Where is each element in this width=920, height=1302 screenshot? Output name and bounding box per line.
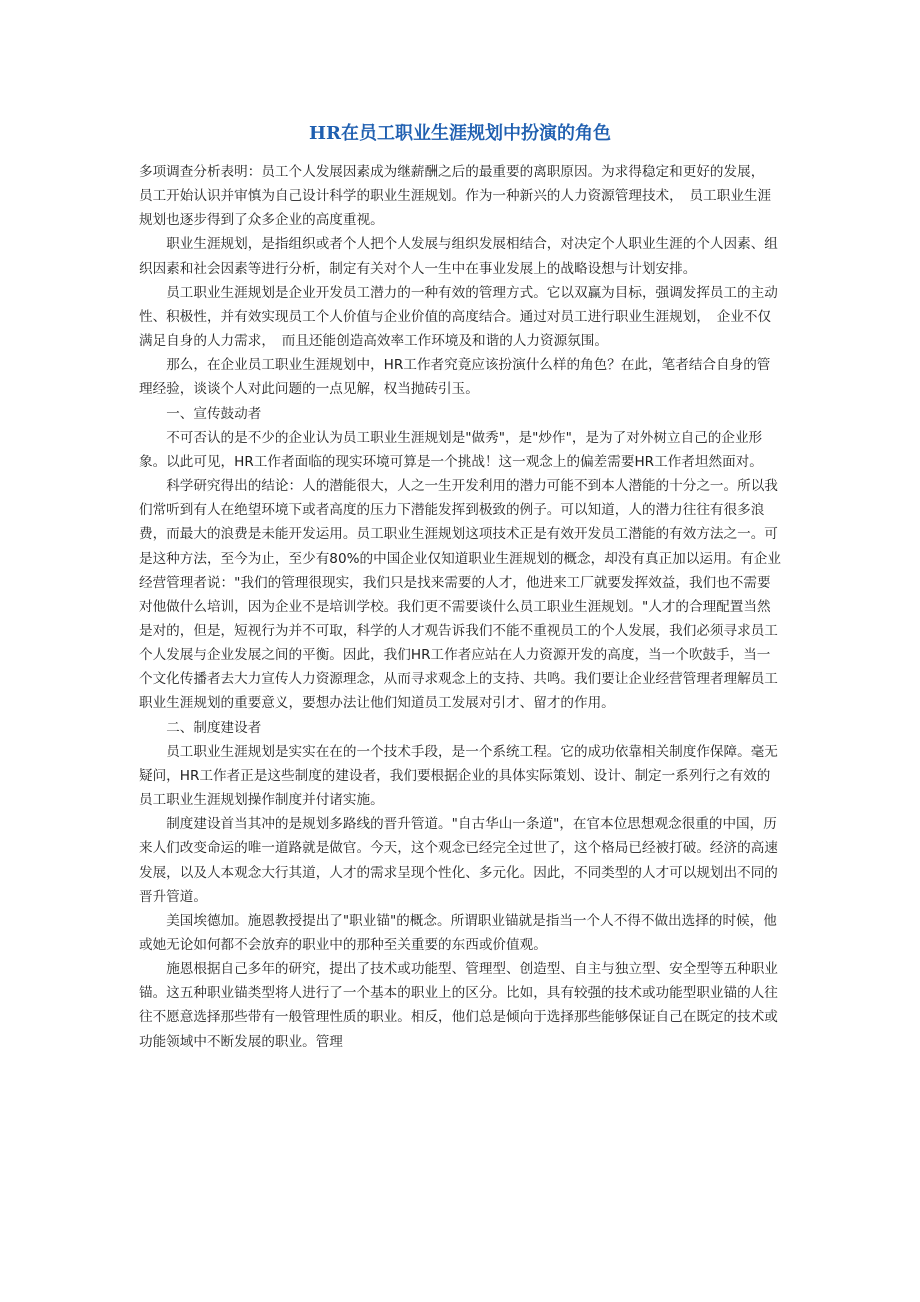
paragraph-potential-research: 科学研究得出的结论：人的潜能很大，人之一生开发利用的潜力可能不到本人潜能的十分之一。所以我们常听到有人在绝望环境下或者高度的压力下潜能发挥到极致的例子。可以知道，人的潜力往往有很多浪费，而最大的浪费是未能开发运用。员工职业生涯规划这项技术正是有效开发员工潜能的有效方法之一。可是这种方法，至今为止，至少有80%的中国企业仅知道职业生涯规划的概念，却没有真正加以运用。有企业经营管理者说："我们的管理很现实，我们只是找来需要的人才，他进来工厂就要发挥效益，我们也不需要对他做什么培训，因为企业不是培训学校。我们更不需要谈什么员工职业生涯规划。"人才的合理配置当然是对的，但是，短视行为并不可取，科学的人才观告诉我们不能不重视员工的个人发展，我们必须寻求员工个人发展与企业发展之间的平衡。因此，我们HR工作者应站在人力资源开发的高度，当一个吹鼓手，当一个文化传播者去大力宣传人力资源理念，从而寻求观念上的支持、共鸣。我们要让企业经营管理者理解员工职业生涯规划的重要意义，要想办法让他们知道员工发展对引才、留才的作用。 [139,478,781,712]
paragraph-promoter-challenge: 不可否认的是不少的企业认为员工职业生涯规划是"做秀"，是"炒作"，是为了对外树立自己的企业形象。以此可见，HR工作者面临的现实环境可算是一个挑战！这一观念上的偏差需要HR工作者坦然面对。 [139,429,763,470]
paragraph-intro: 多项调查分析表明：员工个人发展因素成为继薪酬之后的最重要的离职原因。为求得稳定和更好的发展， 员工开始认识并审慎为自己设计科学的职业生涯规划。作为一种新兴的人力资源管理技术， 员工职业生涯规划也逐步得到了众多企业的高度重视。 [139,164,772,229]
paragraph-five-anchors: 施恩根据自己多年的研究，提出了技术或功能型、管理型、创造型、自主与独立型、安全型等五种职业锚。这五种职业锚类型将人进行了一个基本的职业上的区分。比如，具有较强的技术或功能型职业锚的人往往不愿意选择那些带有一般管理性质的职业。相反，他们总是倾向于选择那些能够保证自己在既定的技术或功能领域中不断发展的职业。管理 [139,961,778,1050]
paragraph-career-anchor: 美国埃德加。施恩教授提出了"职业锚"的概念。所谓职业锚就是指当一个人不得不做出选择的时候，他或她无论如何都不会放弃的职业中的那种至关重要的东西或价值观。 [139,912,777,953]
paragraph-system-builder: 员工职业生涯规划是实实在在的一个技术手段，是一个系统工程。它的成功依靠相关制度作保障。毫无疑问，HR工作者正是这些制度的建设者，我们要根据企业的具体实际策划、设计、制定一系列行之有效的员工职业生涯规划操作制度并付诸实施。 [139,743,778,809]
document-title: HR在员工职业生涯规划中扮演的角色 [309,123,611,144]
section-heading-system-builder: 二、制度建设者 [166,719,262,736]
paragraph-promotion-channels: 制度建设首当其冲的是规划多路线的晋升管道。"自古华山一条道"，在官本位思想观念很重的中国，历来人们改变命运的唯一道路就是做官。今天，这个观念已经完全过世了，这个格局已经被打破。经济的高速发展，以及人本观念大行其道，人才的需求呈现个性化、多元化。因此，不同类型的人才可以规划出不同的晋升管道。 [139,816,778,905]
paragraph-definition: 职业生涯规划，是指组织或者个人把个人发展与组织发展相结合，对决定个人职业生涯的个人因素、组织因素和社会因素等进行分析，制定有关对个人一生中在事业发展上的战略设想与计划安排。 [139,236,778,277]
paragraph-hr-role-question: 那么，在企业员工职业生涯规划中，HR工作者究竟应该扮演什么样的角色？在此，笔者结合自身的管理经验，谈谈个人对此问题的一点见解，权当抛砖引玉。 [139,357,771,398]
document-body [139,160,781,1054]
section-heading-promoter: 一、宣传鼓动者 [166,405,262,422]
paragraph-management-method: 员工职业生涯规划是企业开发员工潜力的一种有效的管理方式。它以双赢为目标，强调发挥员工的主动性、积极性，并有效实现员工个人价值与企业价值的高度结合。通过对员工进行职业生涯规划， 企业不仅满足自身的人力需求， 而且还能创造高效率工作环境及和谐的人力资源氛围。 [139,284,778,350]
